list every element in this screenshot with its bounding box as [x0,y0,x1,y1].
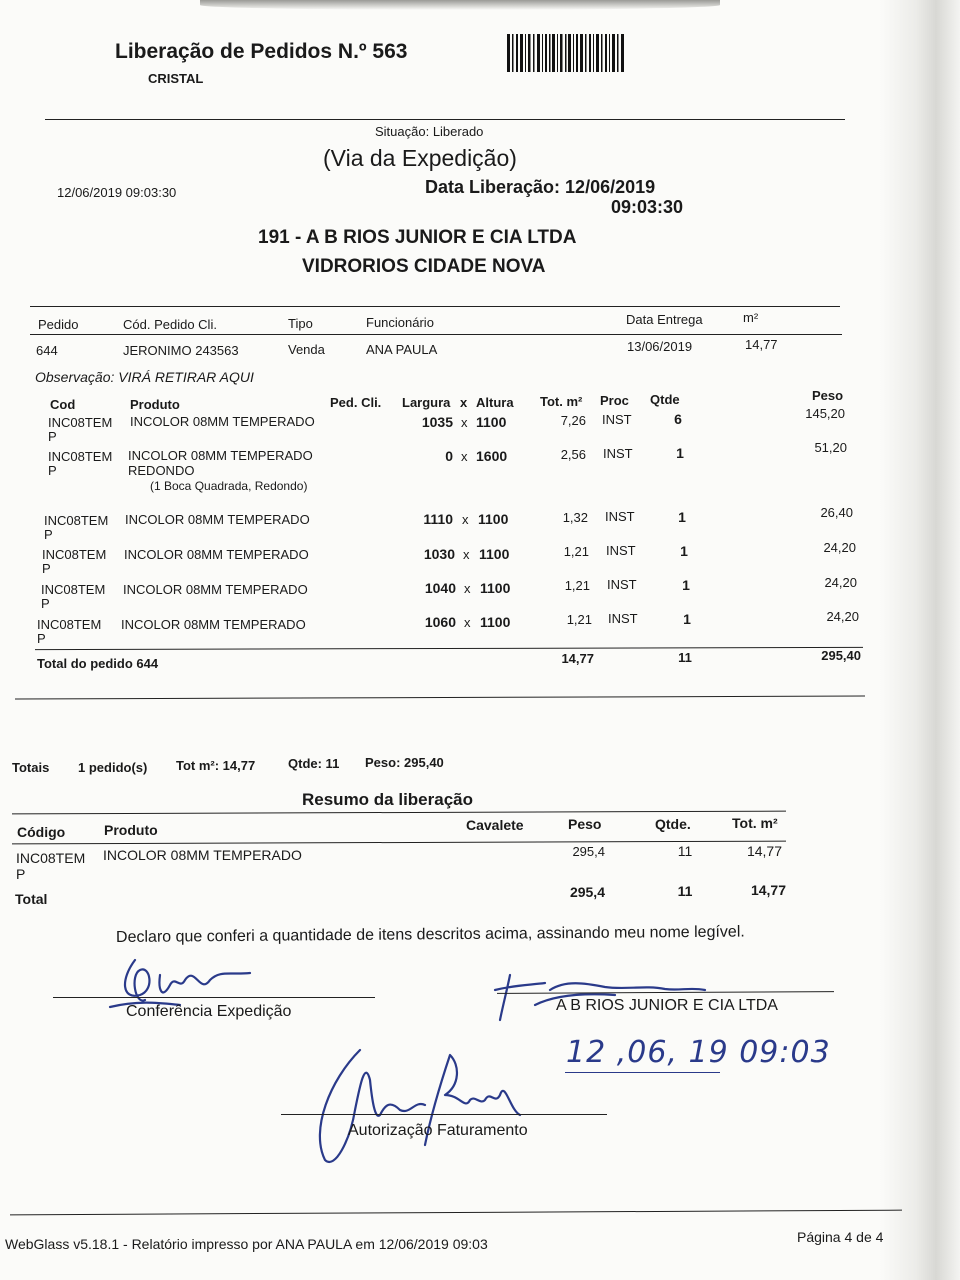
total-pedido-m2: 14,77 [561,651,594,666]
col-tipo: Tipo [288,316,313,331]
item-altura: 1100 [480,580,511,596]
paper-fold-shadow [200,0,720,10]
items-col-x: x [460,395,468,410]
item-proc: INST [603,446,633,461]
item-qtde: 1 [683,611,691,627]
item-largura: 1035 [421,414,453,430]
pedido-m2: 14,77 [745,337,778,352]
resumo-col-qtde: Qtde. [655,816,691,832]
footer-page-number: Página 4 de 4 [797,1229,884,1245]
item-proc: INST [606,543,636,558]
item-qtde: 6 [674,411,682,427]
item-largura: 0 [445,448,453,464]
data-liberacao-time: 09:03:30 [611,197,684,217]
item-cod [48,416,112,444]
items-col-peso: Peso [812,388,844,403]
item-cod [41,583,105,611]
item-cod [42,548,106,576]
footer-report-info: WebGlass v5.18.1 - Relatório impresso por ANA PAULA em 12/06/2019 09:03 [5,1236,488,1252]
item-cod-line2: P [37,631,46,646]
total-pedido-label: Total do pedido 644 [37,656,159,671]
handwritten-date: 12 ,06, 19 09:03 [566,1035,831,1070]
resumo-peso: 295,4 [572,844,605,859]
document-subtitle: CRISTAL [148,71,204,86]
item-tot-m2: 1,21 [564,578,590,593]
item-qtde: 1 [682,577,690,593]
loja-name: VIDRORIOS CIDADE NOVA [302,256,546,277]
pedido-tipo: Venda [288,342,325,357]
item-x: x [461,415,468,430]
item-tot-m2: 7,26 [560,413,586,428]
item-cod-line1: INC08TEM [48,415,113,430]
col-cod-cli: Cód. Pedido Cli. [123,317,217,332]
resumo-top-divider [12,811,786,815]
resumo-col-peso: Peso [568,816,602,832]
resumo-total-m2: 14,77 [750,882,786,898]
resumo-codigo-line2: P [16,866,26,882]
item-produto: INCOLOR 08MM TEMPERADO [121,617,306,632]
item-qtde: 1 [676,445,684,461]
item-proc: INST [605,509,635,524]
item-produto-obs: (1 Boca Quadrada, Redondo) [150,479,308,493]
paper-edge-shadow [880,0,960,1280]
cliente-signature [495,965,725,1025]
item-produto: INCOLOR 08MM TEMPERADO [125,512,310,527]
item-qtde: 1 [678,509,686,525]
section-divider [15,696,865,700]
item-largura: 1040 [424,580,456,596]
items-col-produto: Produto [130,397,180,412]
totais-qtde: Qtde: 11 [288,756,340,771]
item-peso: 145,20 [805,406,845,421]
autorizacao-signature [310,1040,540,1170]
item-altura: 1100 [480,614,511,630]
item-cod-line1: INC08TEM [48,449,113,464]
pedido-number: 644 [36,343,58,358]
resumo-title: Resumo da liberação [302,790,474,809]
item-peso: 26,40 [820,505,853,520]
item-cod-line2: P [42,561,51,576]
totais-pedidos: 1 pedido(s) [78,760,148,775]
items-col-proc: Proc [600,393,629,408]
item-produto-line1: INCOLOR 08MM TEMPERADO [128,448,313,463]
item-produto: INCOLOR 08MM TEMPERADO [130,414,315,429]
items-col-ped-cli: Ped. Cli. [330,395,382,410]
resumo-tot-m2: 14,77 [746,843,782,859]
item-proc: INST [608,611,638,626]
handwritten-underline [565,1072,720,1073]
item-produto [128,448,313,478]
resumo-col-tot-m2: Tot. m² [732,815,778,831]
col-funcionario: Funcionário [366,315,434,330]
col-data-entrega: Data Entrega [626,312,703,327]
item-tot-m2: 1,21 [563,544,589,559]
conferencia-label: Conferência Expedição [126,1003,292,1020]
item-cod [48,450,112,478]
items-col-altura: Altura [476,395,514,410]
items-col-largura: Largura [402,395,451,410]
item-cod-line2: P [48,463,57,478]
item-cod-line2: P [44,527,53,542]
items-col-cod: Cod [50,397,76,412]
item-tot-m2: 1,21 [566,612,592,627]
item-largura: 1110 [423,511,453,527]
item-x: x [462,512,469,527]
item-produto: INCOLOR 08MM TEMPERADO [124,547,309,562]
item-produto: INCOLOR 08MM TEMPERADO [123,582,308,597]
item-x: x [464,581,471,596]
item-peso: 24,20 [824,575,857,590]
resumo-codigo [16,850,85,882]
item-cod-line2: P [41,596,50,611]
barcode [507,34,625,72]
col-pedido: Pedido [38,317,79,332]
situacao: Situação: Liberado [375,124,484,139]
item-cod [37,618,101,646]
item-proc: INST [607,577,637,592]
item-largura: 1060 [424,614,456,630]
autorizacao-label: Autorização Faturamento [348,1122,528,1139]
pedido-header-divider [30,334,842,335]
item-x: x [463,547,470,562]
observacao: Observação: VIRÁ RETIRAR AQUI [35,369,254,385]
item-produto-line2: REDONDO [128,463,195,478]
data-liberacao: Data Liberação: 12/06/2019 [425,177,656,197]
totais-peso: Peso: 295,40 [365,755,444,770]
resumo-header-divider [12,841,786,845]
item-largura: 1030 [423,546,455,562]
totais-label: Totais [12,760,50,775]
items-col-tot-m2: Tot. m² [540,394,583,409]
items-col-qtde: Qtde [650,392,680,407]
total-divider [35,647,863,650]
resumo-col-cavalete: Cavalete [466,817,524,833]
conferencia-line [53,997,375,998]
item-x: x [461,449,468,464]
cliente-signature-label: A B RIOS JUNIOR E CIA LTDA [556,997,778,1014]
pedido-data-entrega: 13/06/2019 [627,339,693,354]
resumo-total-peso: 295,4 [569,884,605,900]
item-tot-m2: 1,32 [562,510,588,525]
print-datetime: 12/06/2019 09:03:30 [57,185,177,200]
resumo-col-codigo: Código [17,824,66,840]
pedido-top-divider [30,306,840,307]
pedido-cod-cli: JERONIMO 243563 [123,343,239,358]
document-title: Liberação de Pedidos N.º 563 [115,40,408,63]
item-altura: 1100 [478,511,509,527]
totais-m2: Tot m²: 14,77 [176,758,256,773]
item-peso: 24,20 [826,609,859,624]
via-expedicao: (Via da Expedição) [323,145,517,171]
declaracao-text: Declaro que conferi a quantidade de itens descritos acima, assinando meu nome legível. [115,923,745,946]
item-cod-line2: P [48,429,57,444]
resumo-codigo-line1: INC08TEM [16,850,86,866]
item-tot-m2: 2,56 [560,447,586,462]
item-altura: 1100 [476,414,507,430]
header-divider [45,119,845,120]
pedido-funcionario: ANA PAULA [366,342,438,357]
item-peso: 24,20 [823,540,856,555]
item-cod-line1: INC08TEM [44,513,109,528]
item-qtde: 1 [680,543,688,559]
resumo-qtde: 11 [677,843,693,859]
item-cod-line1: INC08TEM [42,547,107,562]
cliente-name: 191 - A B RIOS JUNIOR E CIA LTDA [258,227,577,248]
col-m2: m² [743,310,759,325]
item-proc: INST [602,412,632,427]
footer-divider [10,1210,902,1216]
item-altura: 1600 [476,448,508,464]
item-x: x [464,615,471,630]
autorizacao-line [281,1114,607,1115]
resumo-col-produto: Produto [104,822,158,838]
total-pedido-peso: 295,40 [821,648,861,663]
resumo-total-label: Total [15,891,48,907]
item-cod [44,514,108,542]
total-pedido-qtde: 11 [678,650,692,665]
resumo-total-qtde: 11 [677,883,693,899]
item-cod-line1: INC08TEM [41,582,106,597]
item-peso: 51,20 [814,440,847,455]
resumo-produto: INCOLOR 08MM TEMPERADO [103,847,302,863]
item-altura: 1100 [479,546,510,562]
item-cod-line1: INC08TEM [37,617,102,632]
